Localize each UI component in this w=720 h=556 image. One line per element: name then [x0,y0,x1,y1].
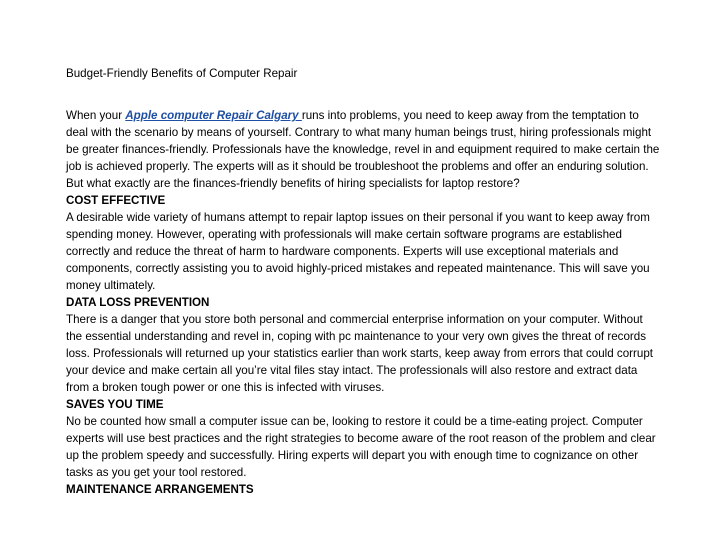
section-heading-maintenance-arrangements: MAINTENANCE ARRANGEMENTS [66,483,254,496]
intro-text-before-link: When your [66,109,126,122]
document-body [66,107,662,498]
document-title: Budget-Friendly Benefits of Computer Repair [66,67,298,80]
section-text-saves-you-time: No be counted how small a computer issue can be, looking to restore it could be a time-eating project. Computer experts will use best practices and the right strategies to become aware of the root reason of the problem and clear up the problem speedy and successfully. Hiring experts will depart you with enough time to cognizance on other tasks as you get your tool restored. [66,415,656,479]
apple-repair-calgary-link[interactable]: Apple computer Repair Calgary [125,109,302,122]
section-heading-saves-you-time: SAVES YOU TIME [66,398,164,411]
intro-paragraph [66,107,662,192]
section-heading-data-loss-prevention: DATA LOSS PREVENTION [66,296,210,309]
section-text-cost-effective: A desirable wide variety of humans attempt to repair laptop issues on their personal if you want to keep away from spending money. However, operating with professionals will make certain software programs are established correctly and reduce the threat of harm to hardware components. Experts will use exceptional materials and components, correctly assisting you to avoid highly-priced mistakes and repeated maintenance. This will save you money ultimately. [66,211,650,292]
section-heading-cost-effective: COST EFFECTIVE [66,194,166,207]
section-text-data-loss-prevention: There is a danger that you store both personal and commercial enterprise information on your computer. Without the essential understanding and revel in, coping with pc maintenance to your very own gives the threat of records loss. Professionals will returned up your statistics earlier than work starts, keep away from errors that could corrupt your device and make certain all you’re vital files stay intact. The professionals will also restore and extract data from a broken tough power or one this is infected with viruses. [66,313,654,394]
intro-text-after-link: runs into problems, you need to keep away from the temptation to deal with the scenario by means of yourself. Contrary to what many human beings trust, hiring professionals might be greater finances-friendly. Professionals have the knowledge, revel in and equipment required to make certain the job is achieved properly. The experts will as it should be troubleshoot the problems and offer an enduring solution. But what exactly are the finances-friendly benefits of hiring specialists for laptop restore? [66,109,660,190]
